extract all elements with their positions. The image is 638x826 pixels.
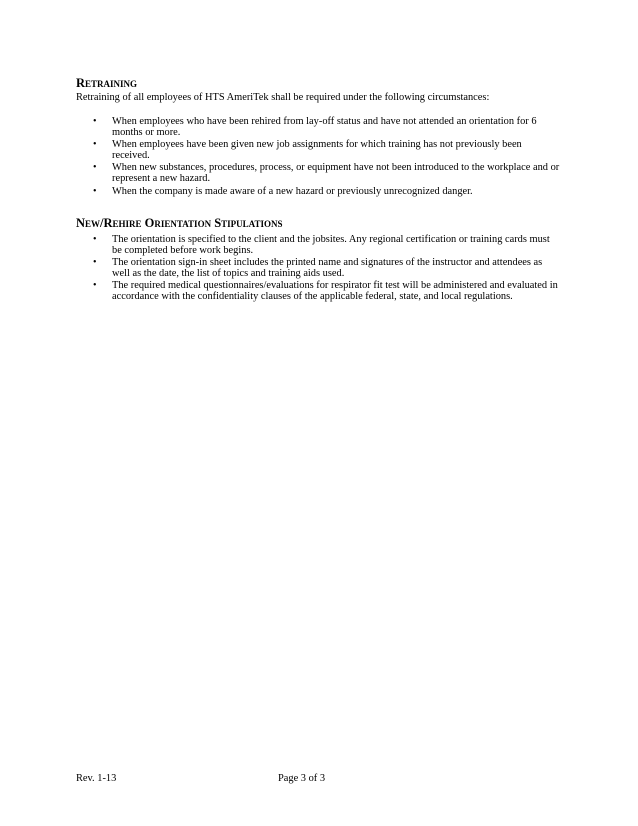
list-item-text: When new substances, procedures, process, or equipment have not been introduced to the workplace and or represent a new hazard. xyxy=(112,162,560,184)
retraining-list xyxy=(0,117,562,199)
bullet-icon: • xyxy=(93,280,97,292)
list-item xyxy=(0,187,562,198)
list-item-text: The required medical questionnaires/evaluations for respirator fit test will be administered and evaluated in accordance with the confidentiality clauses of the applicable federal, state, and local regulations. xyxy=(112,280,558,302)
bullet-icon: • xyxy=(93,139,97,151)
list-item-text: When the company is made aware of a new hazard or previously unrecognized danger. xyxy=(112,185,473,197)
list-item-text: The orientation sign-in sheet includes the printed name and signatures of the instructor and attendees as well as the date, the list of topics and training aids used. xyxy=(112,257,543,279)
bullet-icon: • xyxy=(93,257,97,269)
bullet-icon: • xyxy=(93,116,97,127)
orientation-heading: New/Rehire Orientation Stipulations xyxy=(76,216,283,230)
bullet-icon: • xyxy=(93,185,97,197)
list-item xyxy=(0,281,562,302)
retraining-heading: Retraining xyxy=(76,76,138,90)
orientation-list xyxy=(0,235,562,305)
list-item xyxy=(0,258,562,279)
list-item-text: The orientation is specified to the client and the jobsites. Any regional certification or training cards must be completed before work begins. xyxy=(112,234,550,256)
bullet-icon: • xyxy=(93,162,97,174)
list-item-text: When employees have been given new job assignments for which training has not previously been received. xyxy=(112,139,522,161)
list-item xyxy=(0,117,562,138)
list-item xyxy=(0,235,562,256)
list-item xyxy=(0,140,562,161)
list-item-text: When employees who have been rehired from lay-off status and have not attended an orientation for 6 months or more. xyxy=(112,116,537,138)
bullet-icon: • xyxy=(93,234,97,245)
footer-page-number: Page 3 of 3 xyxy=(278,773,326,784)
list-item xyxy=(0,163,562,184)
retraining-intro: Retraining of all employees of HTS AmeriTek shall be required under the following circumstances: xyxy=(76,92,490,103)
footer-revision: Rev. 1-13 xyxy=(76,773,117,784)
